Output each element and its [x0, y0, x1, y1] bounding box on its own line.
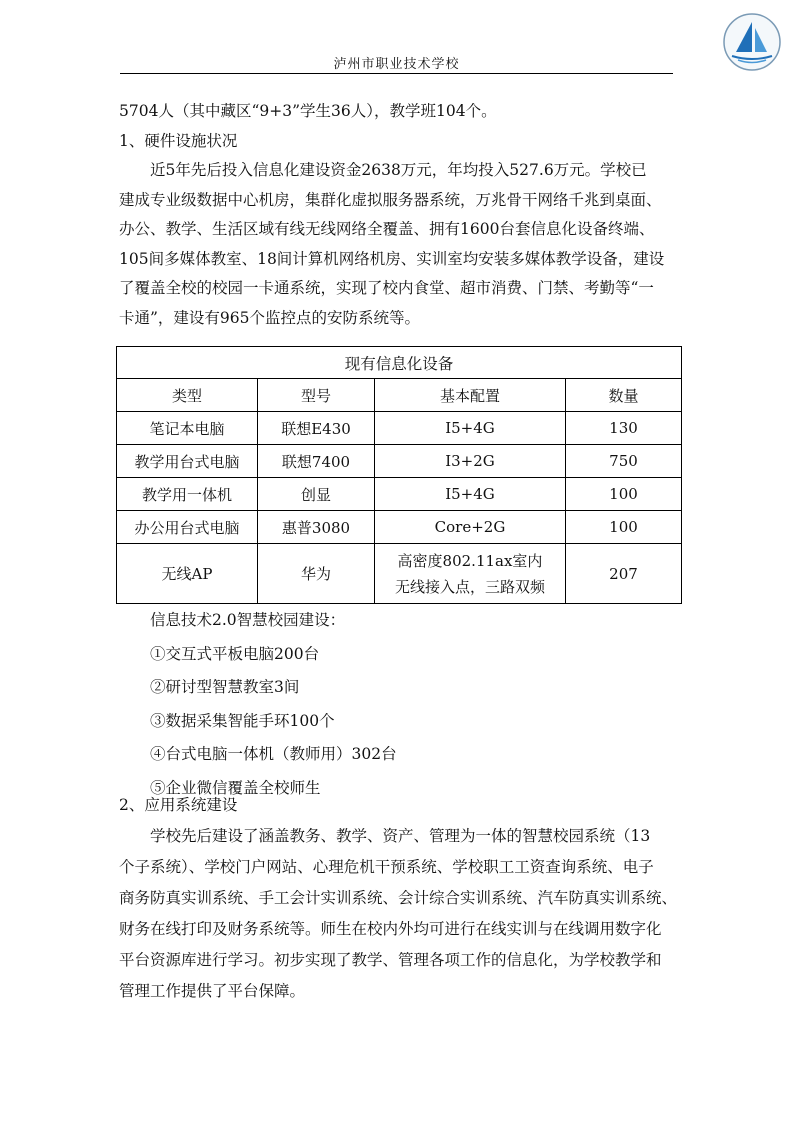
table-cell: 笔记本电脑 [117, 412, 258, 445]
header-title: 泸州市职业技术学校 [333, 57, 460, 72]
table-cell: Core+2G [375, 511, 566, 544]
list-item: ③数据采集智能手环100个 [150, 711, 335, 730]
table-row [117, 544, 682, 604]
table-cell: 207 [566, 544, 682, 604]
list-item: ④台式电脑一体机（教师用）302台 [150, 745, 397, 763]
section2-line: 学校先后建设了涵盖教务、教学、资产、管理为一体的智慧校园系统（13 [150, 827, 651, 845]
table-cell [375, 544, 566, 604]
table-header-cell: 基本配置 [375, 379, 566, 412]
table-cell: 华为 [258, 544, 375, 604]
section1-line: 近5年先后投入信息化建设资金2638万元，年均投入527.6万元。学校已 [150, 161, 647, 179]
table-header-cell: 类型 [117, 379, 258, 412]
section1-line: 105间多媒体教室、18间计算机网络机房、实训室均安装多媒体教学设备，建设 [119, 249, 665, 268]
table-cell: 教学用一体机 [117, 478, 258, 511]
section1-line: 了覆盖全校的校园一卡通系统，实现了校内食堂、超市消费、门禁、考勤等“一 [119, 279, 654, 297]
table-header-cell: 数量 [566, 379, 682, 412]
table-caption: 现有信息化设备 [117, 347, 682, 379]
table-cell: 750 [566, 445, 682, 478]
smart-campus-block [119, 604, 687, 805]
section2-line: 管理工作提供了平台保障。 [119, 982, 306, 1000]
list-item: ②研讨型智慧教室3间 [150, 678, 300, 696]
table-header-row [117, 379, 682, 412]
table-cell: 创显 [258, 478, 375, 511]
table-cell-text: 高密度802.11ax室内无线接入点，三路双频 [395, 551, 546, 596]
table-header-cell: 型号 [258, 379, 375, 412]
intro-line: 5704人（其中藏区“9+3”学生36人），教学班104个。 [119, 102, 497, 120]
header-divider [120, 73, 673, 74]
table-cell: I5+4G [375, 412, 566, 445]
section2-heading: 2、应用系统建设 [119, 796, 238, 814]
smart-campus-title: 信息技术2.0智慧校园建设： [150, 611, 346, 629]
table-cell: 100 [566, 478, 682, 511]
table-cell: 100 [566, 511, 682, 544]
school-logo-icon [722, 12, 782, 72]
table-cell: 办公用台式电脑 [117, 511, 258, 544]
table-row [117, 511, 682, 544]
equipment-table [116, 346, 682, 604]
list-item: ⑤企业微信覆盖全校师生 [150, 778, 321, 797]
section2-line: 商务防真实训系统、手工会计实训系统、会计综合实训系统、汽车防真实训系统、 [119, 889, 678, 907]
table-cell: 惠普3080 [258, 511, 375, 544]
section2-line: 个子系统）、学校门户网站、心理危机干预系统、学校职工工资查询系统、电子 [119, 858, 654, 876]
section1-line: 卡通”，建设有965个监控点的安防系统等。 [119, 308, 421, 327]
table-cell: 联想7400 [258, 445, 375, 478]
list-item: ①交互式平板电脑200台 [150, 644, 320, 663]
table-cell: 无线AP [117, 544, 258, 604]
section2-block [119, 790, 687, 1007]
section2-line: 平台资源库进行学习。初步实现了教学、管理各项工作的信息化，为学校教学和 [119, 951, 662, 969]
table-row [117, 412, 682, 445]
section1-line: 建成专业级数据中心机房，集群化虚拟服务器系统，万兆骨干网络千兆到桌面、 [119, 190, 662, 209]
table-cell: 130 [566, 412, 682, 445]
section1-line: 办公、教学、生活区域有线无线网络全覆盖、拥有1600台套信息化设备终端、 [119, 220, 655, 238]
table-row [117, 445, 682, 478]
section1-heading: 1、硬件设施状况 [119, 131, 238, 150]
intro-text-block [119, 97, 687, 333]
table-cell: I5+4G [375, 478, 566, 511]
table-cell: 联想E430 [258, 412, 375, 445]
table-cell: I3+2G [375, 445, 566, 478]
section2-line: 财务在线打印及财务系统等。师生在校内外均可进行在线实训与在线调用数字化 [119, 920, 662, 938]
table-cell: 教学用台式电脑 [117, 445, 258, 478]
table-row [117, 478, 682, 511]
